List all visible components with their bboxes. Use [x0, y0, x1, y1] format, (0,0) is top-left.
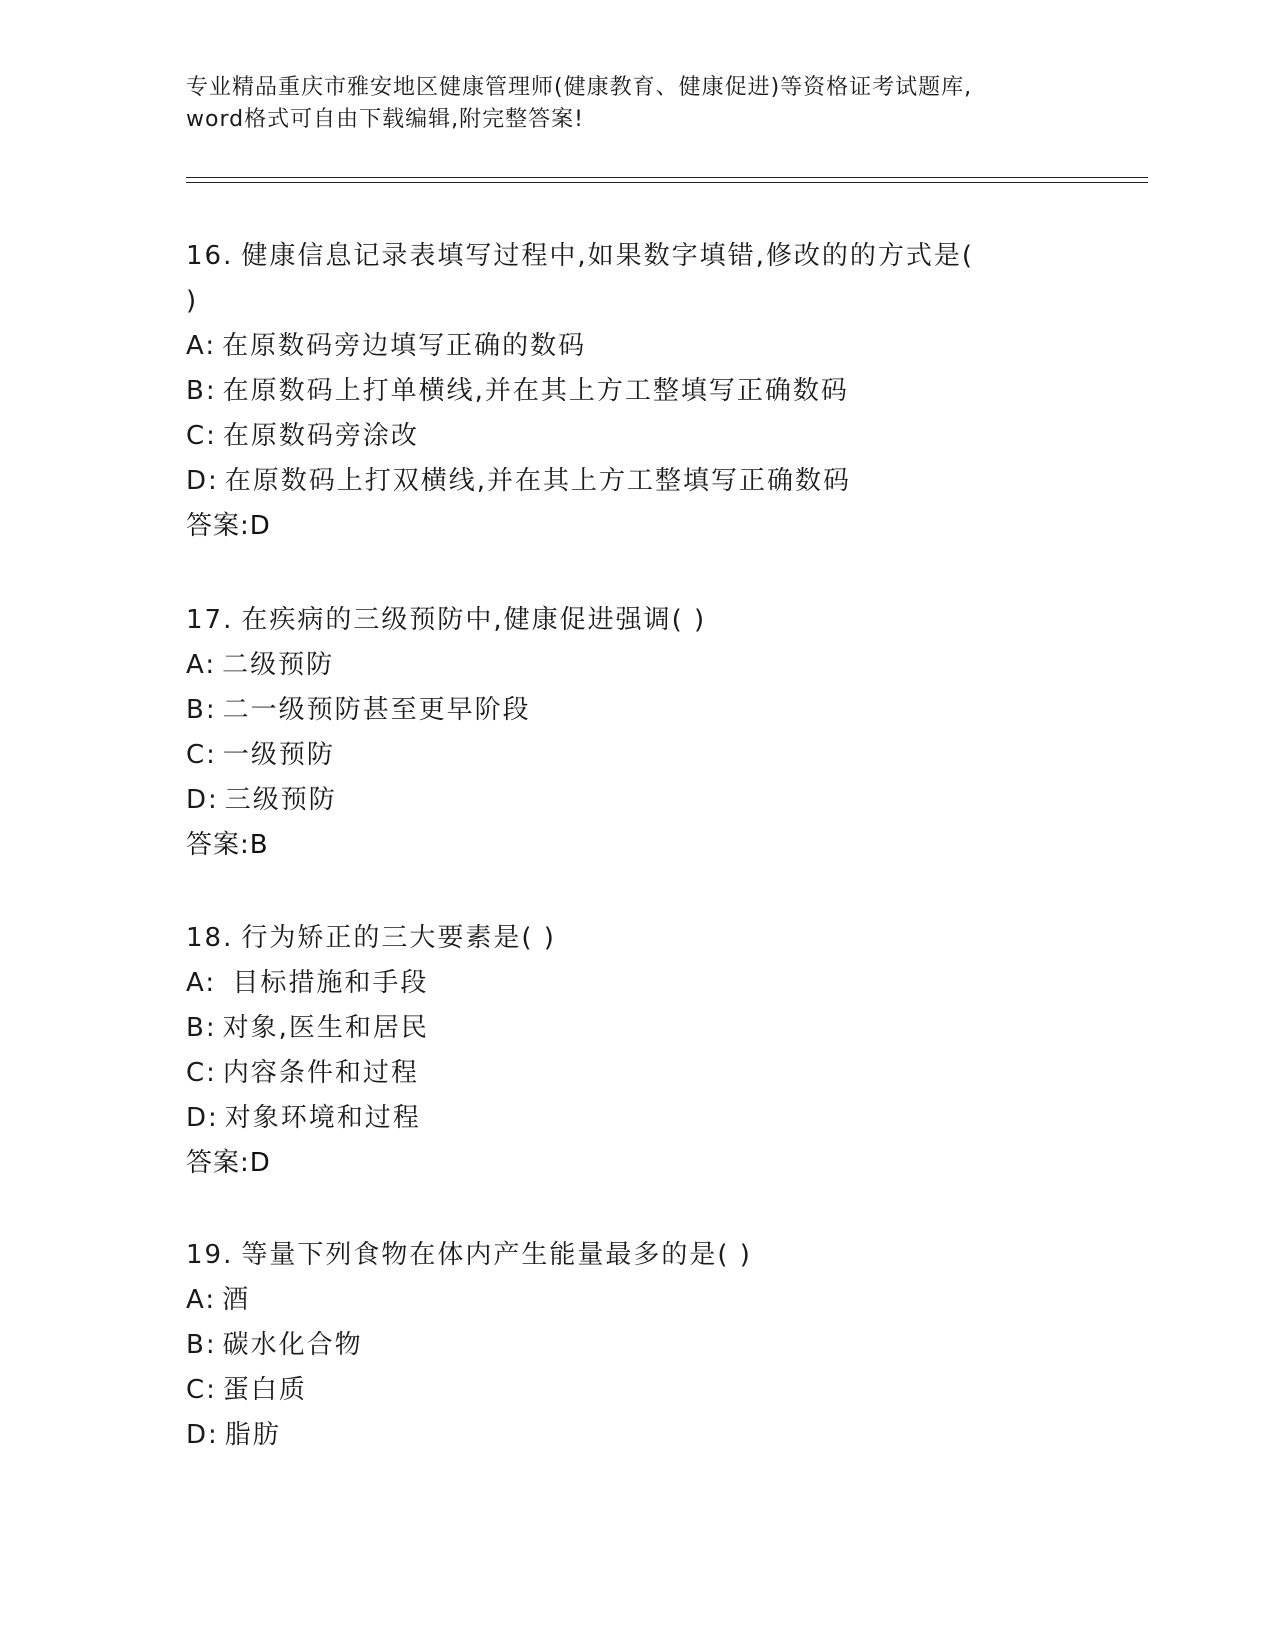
option-text: 在原数码旁边填写正确的数码 [222, 331, 587, 361]
header-divider-top [186, 177, 1148, 178]
question-number: 17. [186, 605, 234, 635]
option-text: 在原数码上打双横线,并在其上方工整填写正确数码 [224, 466, 852, 496]
option-d [186, 1096, 1146, 1141]
question-stem [186, 1233, 1146, 1278]
question-text: 健康信息记录表填写过程中,如果数字填错,修改的的方式是( [241, 241, 975, 271]
question-number: 16. [186, 241, 234, 271]
question-text: 行为矫正的三大要素是( ) [241, 923, 556, 953]
option-b [186, 688, 1146, 733]
option-b [186, 1323, 1146, 1368]
option-a [186, 1278, 1146, 1323]
option-key: A: [186, 968, 217, 998]
option-key: A: [186, 1285, 217, 1315]
option-d [186, 778, 1146, 823]
question-16 [186, 234, 1146, 549]
question-stem-continuation: ) [186, 286, 199, 316]
question-stem [186, 234, 1146, 279]
option-key: B: [186, 1330, 217, 1360]
question-number: 18. [186, 923, 234, 953]
option-key: A: [186, 650, 217, 680]
question-text: 等量下列食物在体内产生能量最多的是( ) [241, 1240, 752, 1270]
option-key: D: [186, 466, 219, 496]
option-a [186, 324, 1146, 369]
question-number: 19. [186, 1240, 234, 1270]
option-a [186, 643, 1146, 688]
option-key: B: [186, 376, 217, 406]
option-key: B: [186, 1013, 217, 1043]
question-19 [186, 1233, 1146, 1458]
option-key: D: [186, 1420, 219, 1450]
option-a [186, 961, 1146, 1006]
answer-line: 答案:B [186, 830, 269, 860]
option-key: B: [186, 695, 217, 725]
question-text: 在疾病的三级预防中,健康促进强调( ) [241, 605, 707, 635]
document-header [186, 72, 1086, 136]
option-text: 二一级预防甚至更早阶段 [222, 695, 531, 725]
header-line-1: 专业精品重庆市雅安地区健康管理师(健康教育、健康促进)等资格证考试题库, [186, 75, 973, 100]
option-text: 二级预防 [222, 650, 335, 680]
header-divider-bottom [186, 182, 1148, 183]
option-key: D: [186, 785, 219, 815]
option-text: 在原数码上打单横线,并在其上方工整填写正确数码 [222, 376, 849, 406]
option-c [186, 414, 1146, 459]
option-c [186, 1368, 1146, 1413]
option-key: C: [186, 1058, 217, 1088]
question-stem [186, 916, 1146, 961]
option-text: 对象环境和过程 [224, 1103, 421, 1133]
option-key: C: [186, 1375, 217, 1405]
option-c [186, 1051, 1146, 1096]
header-line-2: word格式可自由下载编辑,附完整答案! [186, 107, 584, 132]
question-stem [186, 598, 1146, 643]
option-text: 脂肪 [224, 1420, 281, 1450]
question-17 [186, 598, 1146, 868]
option-key: C: [186, 421, 217, 451]
option-text: 目标措施和手段 [222, 968, 429, 998]
option-d [186, 459, 1146, 504]
option-key: A: [186, 331, 217, 361]
option-text: 酒 [222, 1285, 251, 1315]
option-text: 碳水化合物 [222, 1330, 363, 1360]
option-text: 在原数码旁涂改 [222, 421, 419, 451]
option-text: 蛋白质 [222, 1375, 307, 1405]
option-text: 内容条件和过程 [222, 1058, 419, 1088]
option-c [186, 733, 1146, 778]
option-text: 三级预防 [224, 785, 337, 815]
option-d [186, 1413, 1146, 1458]
option-text: 一级预防 [222, 740, 335, 770]
option-text: 对象,医生和居民 [222, 1013, 429, 1043]
question-18 [186, 916, 1146, 1186]
option-key: C: [186, 740, 217, 770]
answer-line: 答案:D [186, 511, 271, 541]
option-b [186, 369, 1146, 414]
answer-line: 答案:D [186, 1148, 271, 1178]
option-key: D: [186, 1103, 219, 1133]
option-b [186, 1006, 1146, 1051]
